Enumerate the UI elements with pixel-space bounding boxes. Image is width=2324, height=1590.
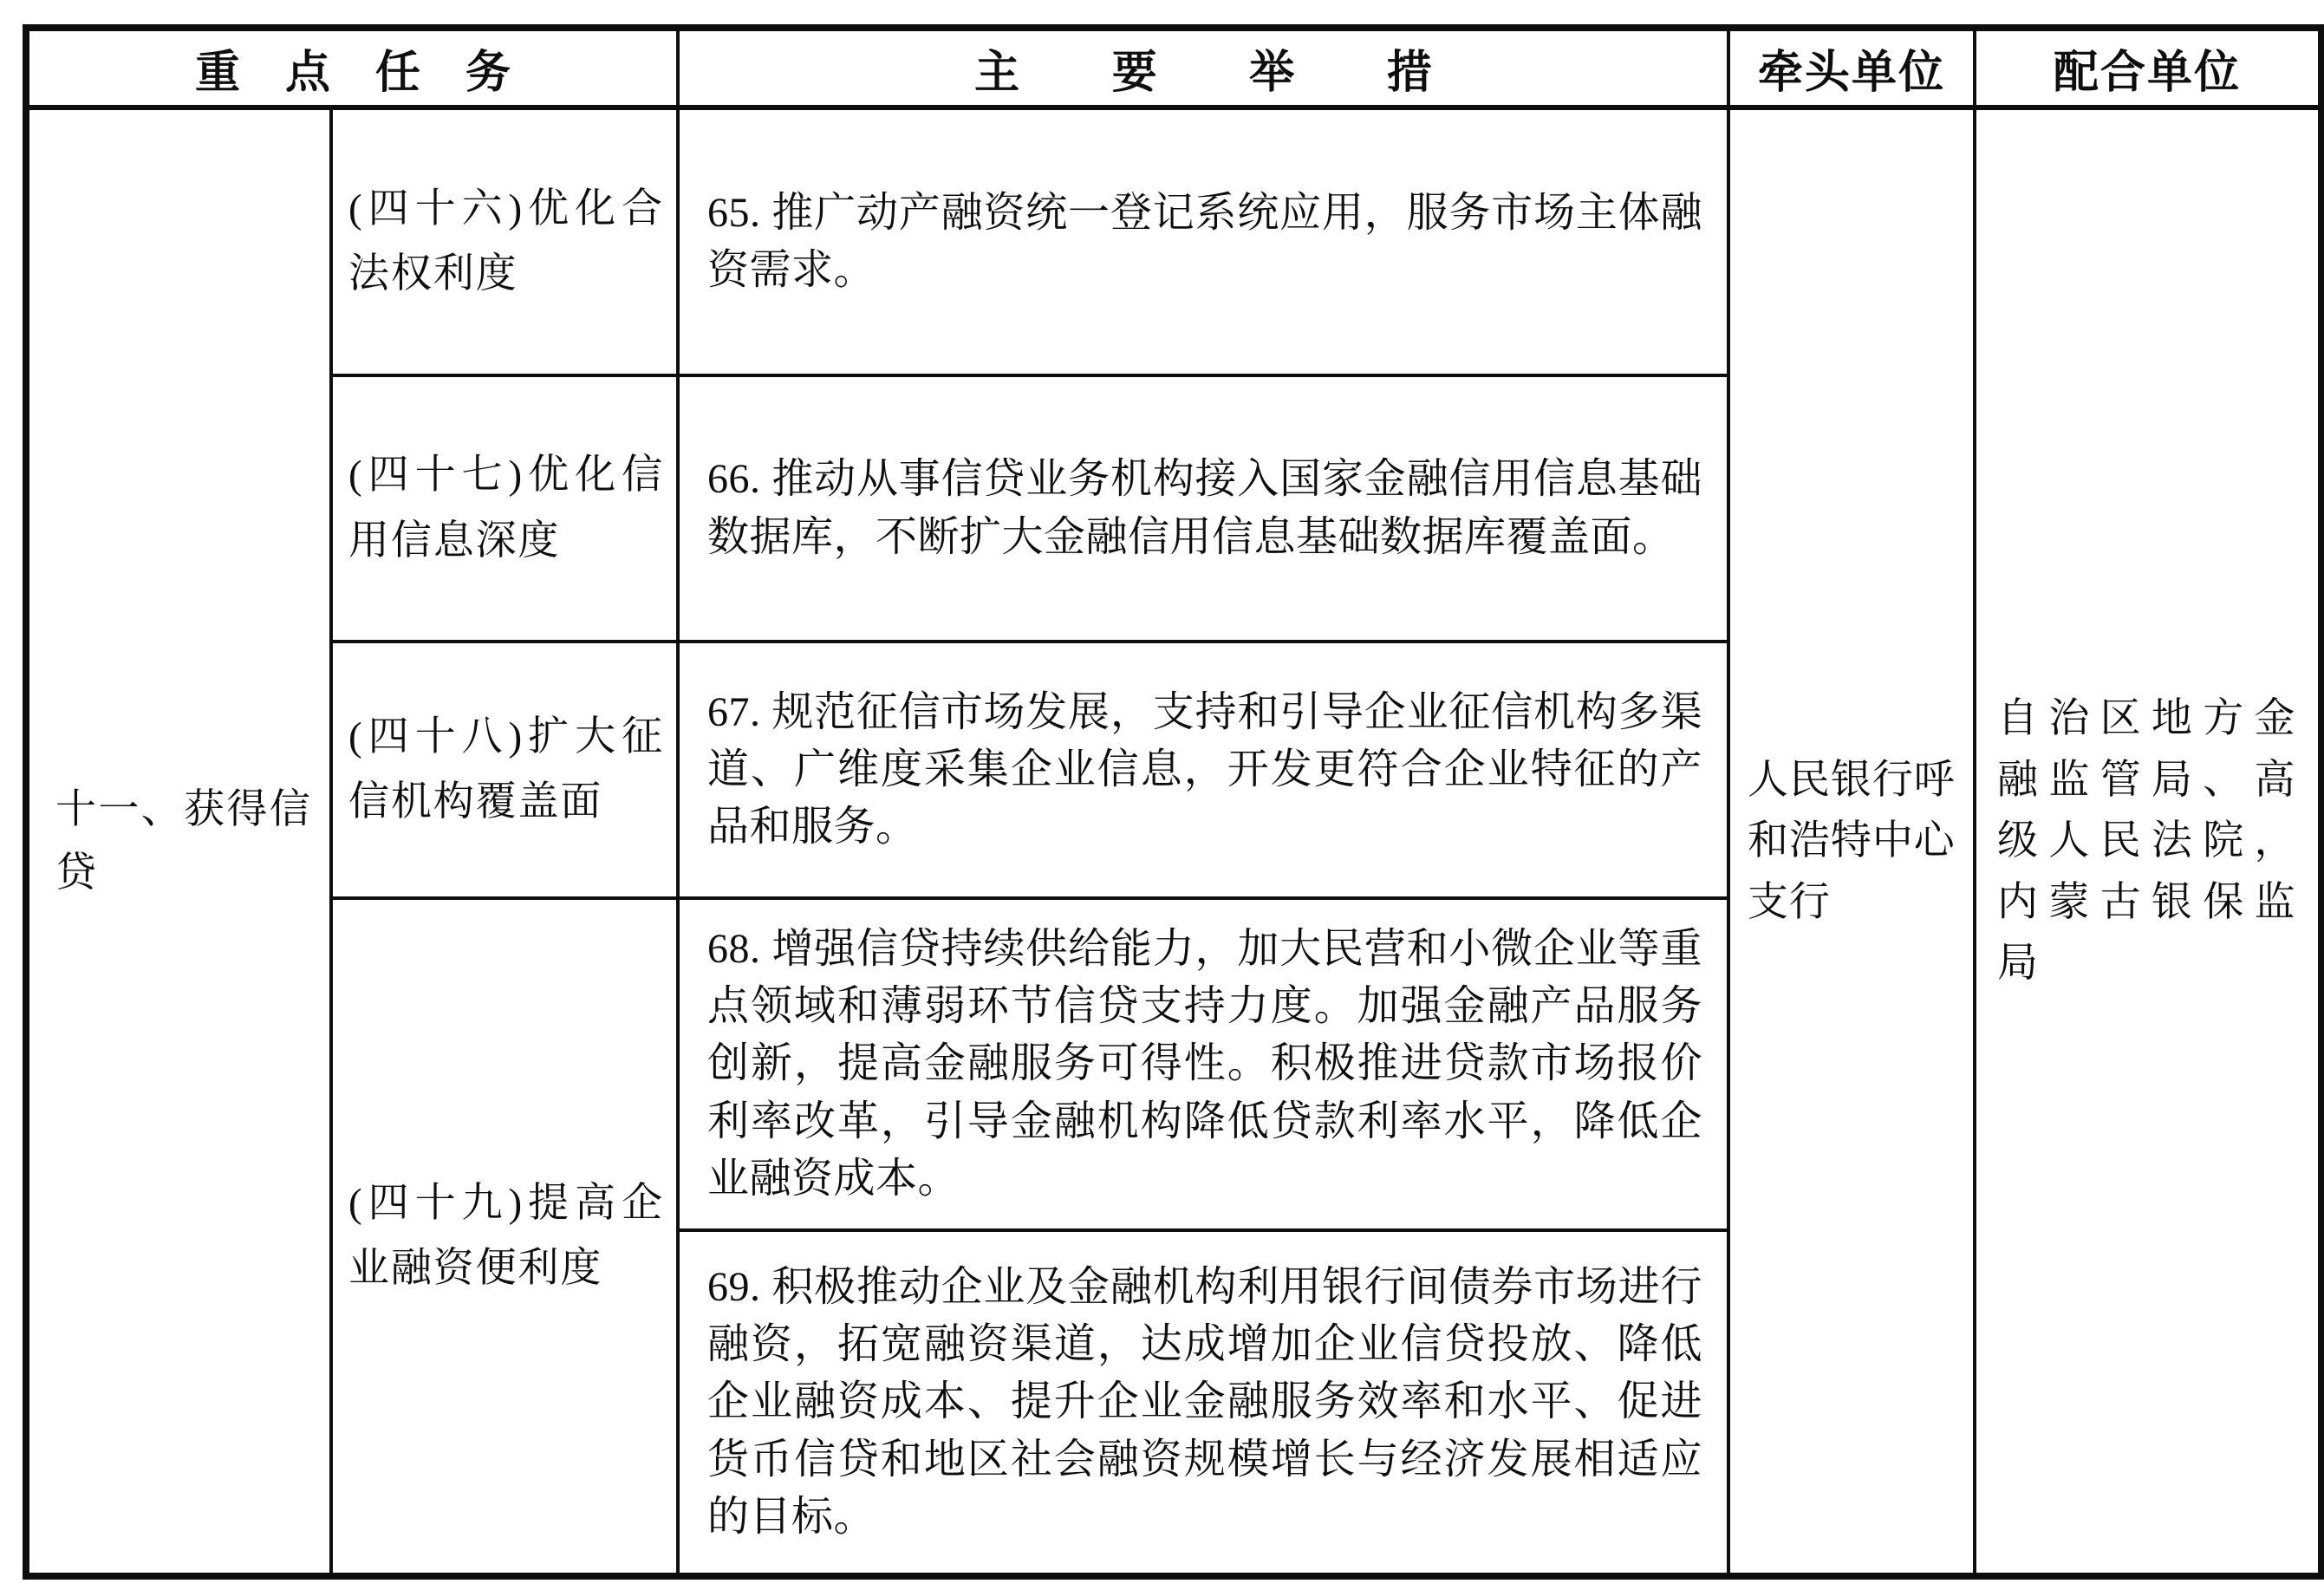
column-header-main-measures: 主要举措 <box>678 28 1728 108</box>
measure-cell-66: 66. 推动从事信贷业务机构接入国家金融信用信息基础数据库，不断扩大金融信用信息基础数据库覆盖面。 <box>678 375 1728 642</box>
category-cell-obtaining-credit: 十一、获得信贷 <box>26 108 331 1576</box>
task-division-table <box>23 24 2324 1580</box>
table-row <box>26 108 2321 375</box>
lead-unit-cell: 人民银行呼和浩特中心支行 <box>1728 108 1975 1576</box>
measure-cell-65: 65. 推广动产融资统一登记系统应用，服务市场主体融资需求。 <box>678 108 1728 375</box>
subtask-cell-47: (四十七)优化信用信息深度 <box>331 375 678 642</box>
column-header-support-unit: 配合单位 <box>1975 28 2321 108</box>
measure-cell-67: 67. 规范征信市场发展，支持和引导企业征信机构多渠道、广维度采集企业信息，开发更符合企业特征的产品和服务。 <box>678 642 1728 898</box>
subtask-cell-48: (四十八)扩大征信机构覆盖面 <box>331 642 678 898</box>
measure-cell-68: 68. 增强信贷持续供给能力，加大民营和小微企业等重点领域和薄弱环节信贷支持力度。加强金融产品服务创新，提高金融服务可得性。积极推进贷款市场报价利率改革，引导金融机构降低贷款利率水平，降低企业融资成本。 <box>678 898 1728 1230</box>
column-header-lead-unit: 牵头单位 <box>1728 28 1975 108</box>
support-unit-cell: 自治区地方金融监管局、高级人民法院，内蒙古银保监局 <box>1975 108 2321 1576</box>
subtask-cell-49: (四十九)提高企业融资便利度 <box>331 898 678 1576</box>
measure-cell-69: 69. 积极推动企业及金融机构利用银行间债券市场进行融资，拓宽融资渠道，达成增加企业信贷投放、降低企业融资成本、提升企业金融服务效率和水平、促进货币信贷和地区社会融资规模增长与经济发展相适应的目标。 <box>678 1230 1728 1576</box>
table-header-row <box>26 28 2321 108</box>
subtask-cell-46: (四十六)优化合法权利度 <box>331 108 678 375</box>
column-header-key-tasks: 重点任务 <box>26 28 678 108</box>
